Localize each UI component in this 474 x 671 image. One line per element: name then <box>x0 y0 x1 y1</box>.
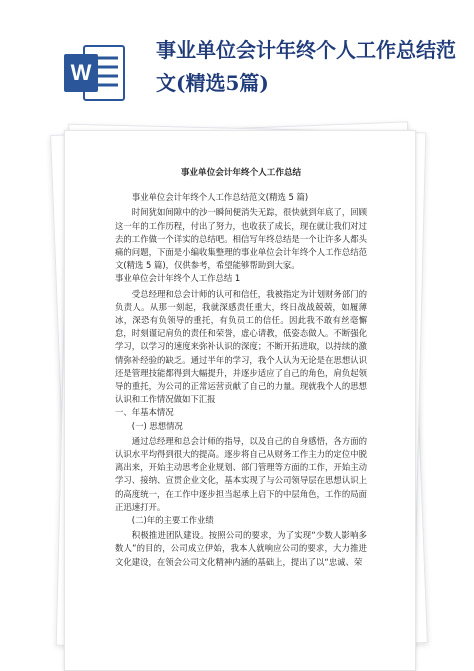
page-title: 事业单位会计年终个人工作总结范文(精选5篇) <box>156 38 456 95</box>
document-page <box>64 130 416 671</box>
heading-one: 一、年基本情况 <box>115 407 174 418</box>
word-document-icon <box>62 42 128 104</box>
heading-one-sub: (一) 思想情况 <box>131 420 183 431</box>
word-icon-letter: W <box>70 60 92 85</box>
document-title: 事业单位会计年终个人工作总结 <box>180 168 302 178</box>
intro-paragraph: 时间犹如间隙中的沙一瞬间便消失无踪，很快就到年底了，回顾这一年的工作历程，付出了努力，也收获了成长，现在就让我们对过去的工作做一个详实的总结吧。相信写年终总结是一个让许多人都头痛的问题，下面是小编收集整理的事业单位会计年终个人工作总结范文(精选 5 篇)，仅供参考，希望能够帮助到大家。 <box>115 207 367 271</box>
paragraph-2: 通过总经理和总会计师的指导，以及自己的自身感悟，各方面的认识水平均得到很大的提高。逐步将自己从财务工作主力的定位中脱离出来，开始主动思考企业规划、部门管理等方面的工作，开始主动学习、接纳、宣贯企业文化，基本实现了与公司领导层在思想认识上的高度统一，在工作中逐步担当起承上启下的中层角色，工作的局面正迅速打开。 <box>115 435 367 512</box>
heading-two: (二)年的主要工作业绩 <box>131 515 214 526</box>
document-subtitle: 事业单位会计年终个人工作总结范文(精选 5 篇) <box>131 192 309 203</box>
document-body <box>115 167 367 569</box>
paragraph-1: 受总经理和总会计师的认可和信任，我被指定为计划财务部门的负责人。从那一刻起，我就深感责任重大，终日战战兢兢，如履薄冰，深恐有负领导的重托，有负员工的信任。因此我不敢有丝毫懈怠，时刻谨记肩负的责任和荣誉，虚心请教，低姿态做人。不断强化学习，以学习的速度来弥补认识的深度；不断开拓进取，以持续的激情弥补经验的缺乏。通过半年的学习，我个人认为无论是在思想认识还是管理技能都得到大幅提升，并逐步适应了自己的角色，肩负起领导的重托，为公司的正常运营贡献了自己的力量。现就我个人的思想认识和工作情况做如下汇报 <box>115 288 367 405</box>
section-1-title: 事业单位会计年终个人工作总结 1 <box>115 273 241 284</box>
paragraph-3: 积极推进团队建设。按照公司的要求，为了实现“少数人影响多数人”的目的，公司成立伊始，我本人就响应公司的要求，大力推进文化建设，在领会公司文化精神内涵的基础上，提出了以“忠诚、荣 <box>115 530 367 567</box>
